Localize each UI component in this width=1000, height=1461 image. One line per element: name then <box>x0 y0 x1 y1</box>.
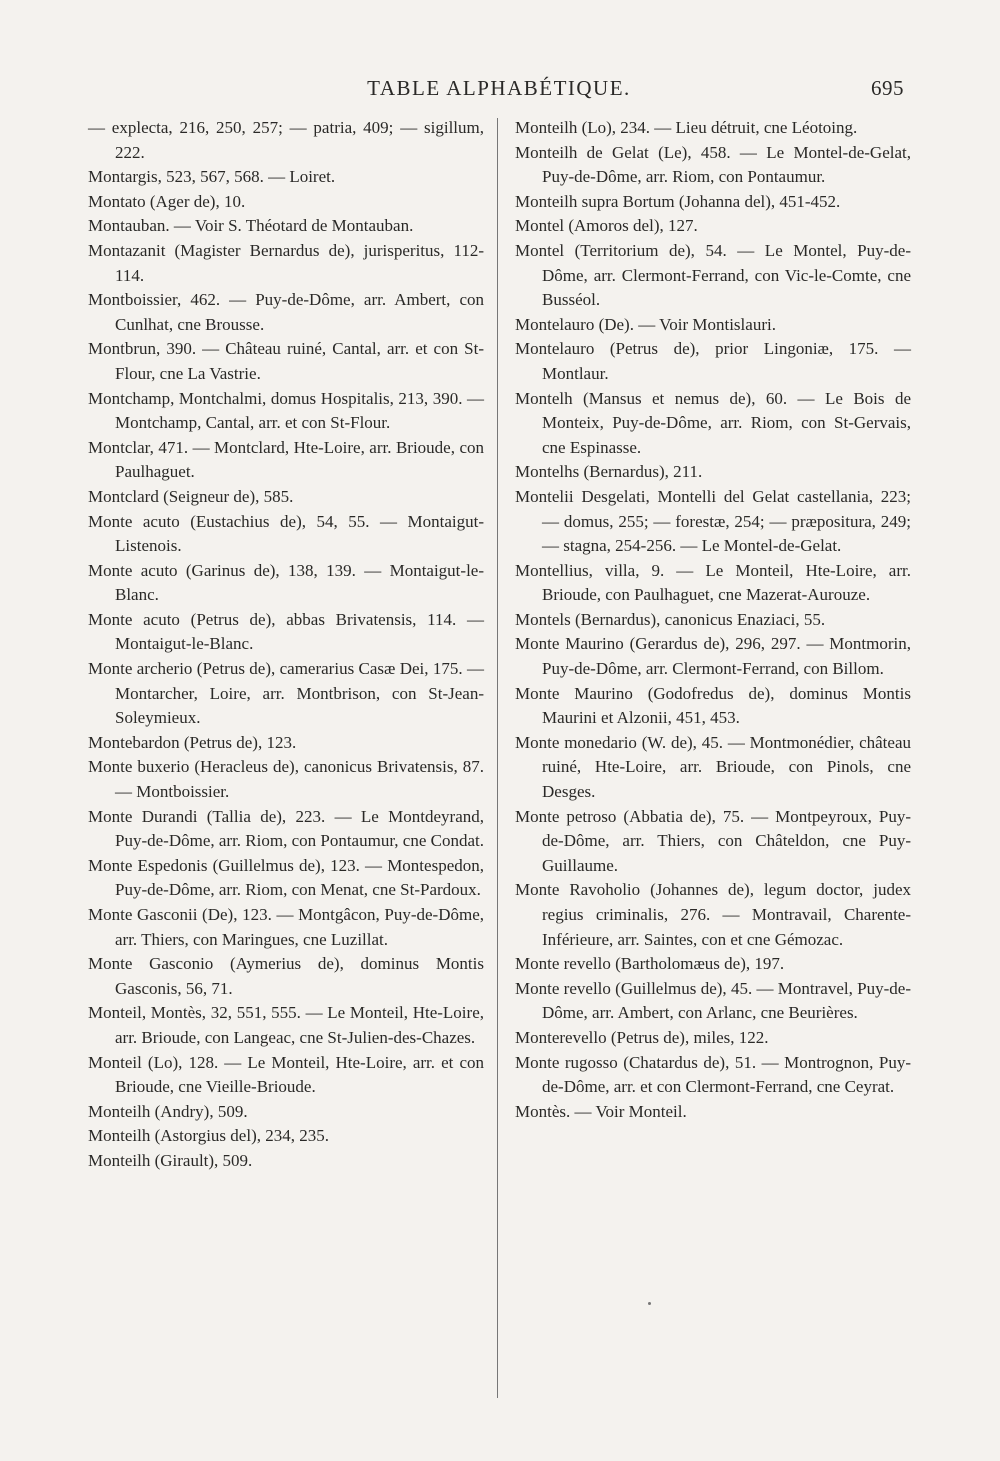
index-entry: Montellius, villa, 9. — Le Monteil, Hte-Loire, arr. Brioude, con Paulhaguet, cne Mazerat-Aurouze. <box>515 560 911 605</box>
index-entry: Monteilh (Girault), 509. <box>88 1150 253 1170</box>
index-entry: Monte Ravoholio (Johannes de), legum doctor, judex regius criminalis, 276. — Montravail, Charente-Inférieure, arr. Saintes, con et cne Gémozac. <box>515 880 911 949</box>
index-entry: Monte revello (Bartholomæus de), 197. <box>515 954 785 974</box>
index-entry: Montbrun, 390. — Château ruiné, Cantal, arr. et con St-Flour, cne La Vastrie. <box>88 339 484 383</box>
index-entry: Montel (Amoros del), 127. <box>515 216 698 236</box>
index-entry: Montazanit (Magister Bernardus de), jurisperitus, 112-114. <box>88 240 484 285</box>
index-entry: Montauban. — Voir S. Théotard de Montauban. <box>88 216 414 236</box>
index-entry: Montelhs (Bernardus), 211. <box>515 462 703 482</box>
index-entry: Montès. — Voir Monteil. <box>515 1101 687 1121</box>
index-entry: Monte acuto (Garinus de), 138, 139. — Montaigut-le-Blanc. <box>88 560 484 605</box>
index-entry: Monteil, Montès, 32, 551, 555. — Le Monteil, Hte-Loire, arr. Brioude, con Langeac, cne St-Julien-des-Chazes. <box>88 1003 484 1047</box>
index-entry: Monte Gasconii (De), 123. — Montgâcon, Puy-de-Dôme, arr. Thiers, con Maringues, cne Luzillat. <box>88 905 484 949</box>
index-entry: Monteilh de Gelat (Le), 458. — Le Montel-de-Gelat, Puy-de-Dôme, arr. Riom, con Pontaumur. <box>515 142 911 187</box>
index-entry: Montelauro (Petrus de), prior Lingoniæ, 175. — Montlaur. <box>515 339 911 383</box>
running-title: TABLE ALPHABÉTIQUE. <box>367 76 631 100</box>
index-entry: Monte monedario (W. de), 45. — Montmonédier, château ruiné, Hte-Loire, arr. Brioude, con Pinols, cne Desges. <box>515 732 911 802</box>
index-entry: Monte revello (Guillelmus de), 45. — Montravel, Puy-de-Dôme, arr. Ambert, con Arlanc, cne Beurières. <box>515 978 911 1023</box>
index-entry: Monteilh (Astorgius del), 234, 235. <box>88 1126 329 1146</box>
page-header <box>88 76 910 108</box>
index-entry: Montclar, 471. — Montclard, Hte-Loire, arr. Brioude, con Paulhaguet. <box>88 437 484 482</box>
index-entry: Montclard (Seigneur de), 585. <box>88 486 294 506</box>
index-entry: Monte acuto (Eustachius de), 54, 55. — Montaigut-Listenois. <box>88 511 484 556</box>
index-entry: Monteilh supra Bortum (Johanna del), 451-452. <box>515 191 841 211</box>
index-entry: Monteil (Lo), 128. — Le Monteil, Hte-Loire, arr. et con Brioude, cne Vieille-Brioude. <box>88 1052 484 1097</box>
right-column <box>515 116 911 1124</box>
column-divider <box>497 118 498 1398</box>
index-entry: Montelauro (De). — Voir Montislauri. <box>515 314 776 334</box>
index-entry: Montchamp, Montchalmi, domus Hospitalis, 213, 390. — Montchamp, Cantal, arr. et con St-Flour. <box>88 388 484 433</box>
index-entry: Monte petroso (Abbatia de), 75. — Montpeyroux, Puy-de-Dôme, arr. Thiers, con Châteldon, cne Puy-Guillaume. <box>515 806 911 875</box>
index-entry: Montelii Desgelati, Montelli del Gelat castellania, 223; — domus, 255; — forestæ, 254; — præpositura, 249; — stagna, 254-256. — Le Montel-de-Gelat. <box>515 486 911 556</box>
index-entry: Montboissier, 462. — Puy-de-Dôme, arr. Ambert, con Cunlhat, cne Brousse. <box>88 290 484 334</box>
index-entry: Monteilh (Andry), 509. <box>88 1101 248 1121</box>
index-entry: Monte Espedonis (Guillelmus de), 123. — Montespedon, Puy-de-Dôme, arr. Riom, con Menat, cne St-Pardoux. <box>88 855 484 900</box>
index-entry: Monte Durandi (Tallia de), 223. — Le Montdeyrand, Puy-de-Dôme, arr. Riom, con Pontaumur, cne Condat. <box>88 806 485 851</box>
left-column <box>88 116 484 1174</box>
index-entry: Montebardon (Petrus de), 123. <box>88 732 297 752</box>
index-entry: Montargis, 523, 567, 568. — Loiret. <box>88 167 336 187</box>
index-entry: Monte Maurino (Gerardus de), 296, 297. — Montmorin, Puy-de-Dôme, arr. Clermont-Ferrand, con Billom. <box>515 634 911 679</box>
index-entry: Monteilh (Lo), 234. — Lieu détruit, cne Léotoing. <box>515 118 858 137</box>
index-entry: Monte buxerio (Heracleus de), canonicus Brivatensis, 87. — Montboissier. <box>88 757 484 802</box>
index-entry: Monte acuto (Petrus de), abbas Brivatensis, 114. — Montaigut-le-Blanc. <box>88 609 484 654</box>
page-number: 695 <box>871 76 904 100</box>
index-entry: Montel (Territorium de), 54. — Le Montel, Puy-de-Dôme, arr. Clermont-Ferrand, con Vic-le-Comte, cne Busséol. <box>515 240 911 310</box>
index-entry: Monte Gasconio (Aymerius de), dominus Montis Gasconis, 56, 71. <box>88 954 484 998</box>
index-entry: — explecta, 216, 250, 257; — patria, 409; — sigillum, 222. <box>88 118 484 162</box>
index-entry: Monte archerio (Petrus de), camerarius Casæ Dei, 175. — Montarcher, Loire, arr. Montbrison, con St-Jean-Soleymieux. <box>88 659 484 728</box>
ink-speck <box>648 1302 651 1305</box>
index-entry: Montelh (Mansus et nemus de), 60. — Le Bois de Monteix, Puy-de-Dôme, arr. Riom, con St-Gervais, cne Espinasse. <box>515 388 911 457</box>
index-entry: Montato (Ager de), 10. <box>88 191 246 211</box>
index-entry: Monte rugosso (Chatardus de), 51. — Montrognon, Puy-de-Dôme, arr. et con Clermont-Ferrand, cne Ceyrat. <box>515 1052 911 1097</box>
index-entry: Montels (Bernardus), canonicus Enaziaci, 55. <box>515 609 826 629</box>
index-entry: Monterevello (Petrus de), miles, 122. <box>515 1027 769 1047</box>
index-entry: Monte Maurino (Godofredus de), dominus Montis Maurini et Alzonii, 451, 453. <box>515 683 911 728</box>
